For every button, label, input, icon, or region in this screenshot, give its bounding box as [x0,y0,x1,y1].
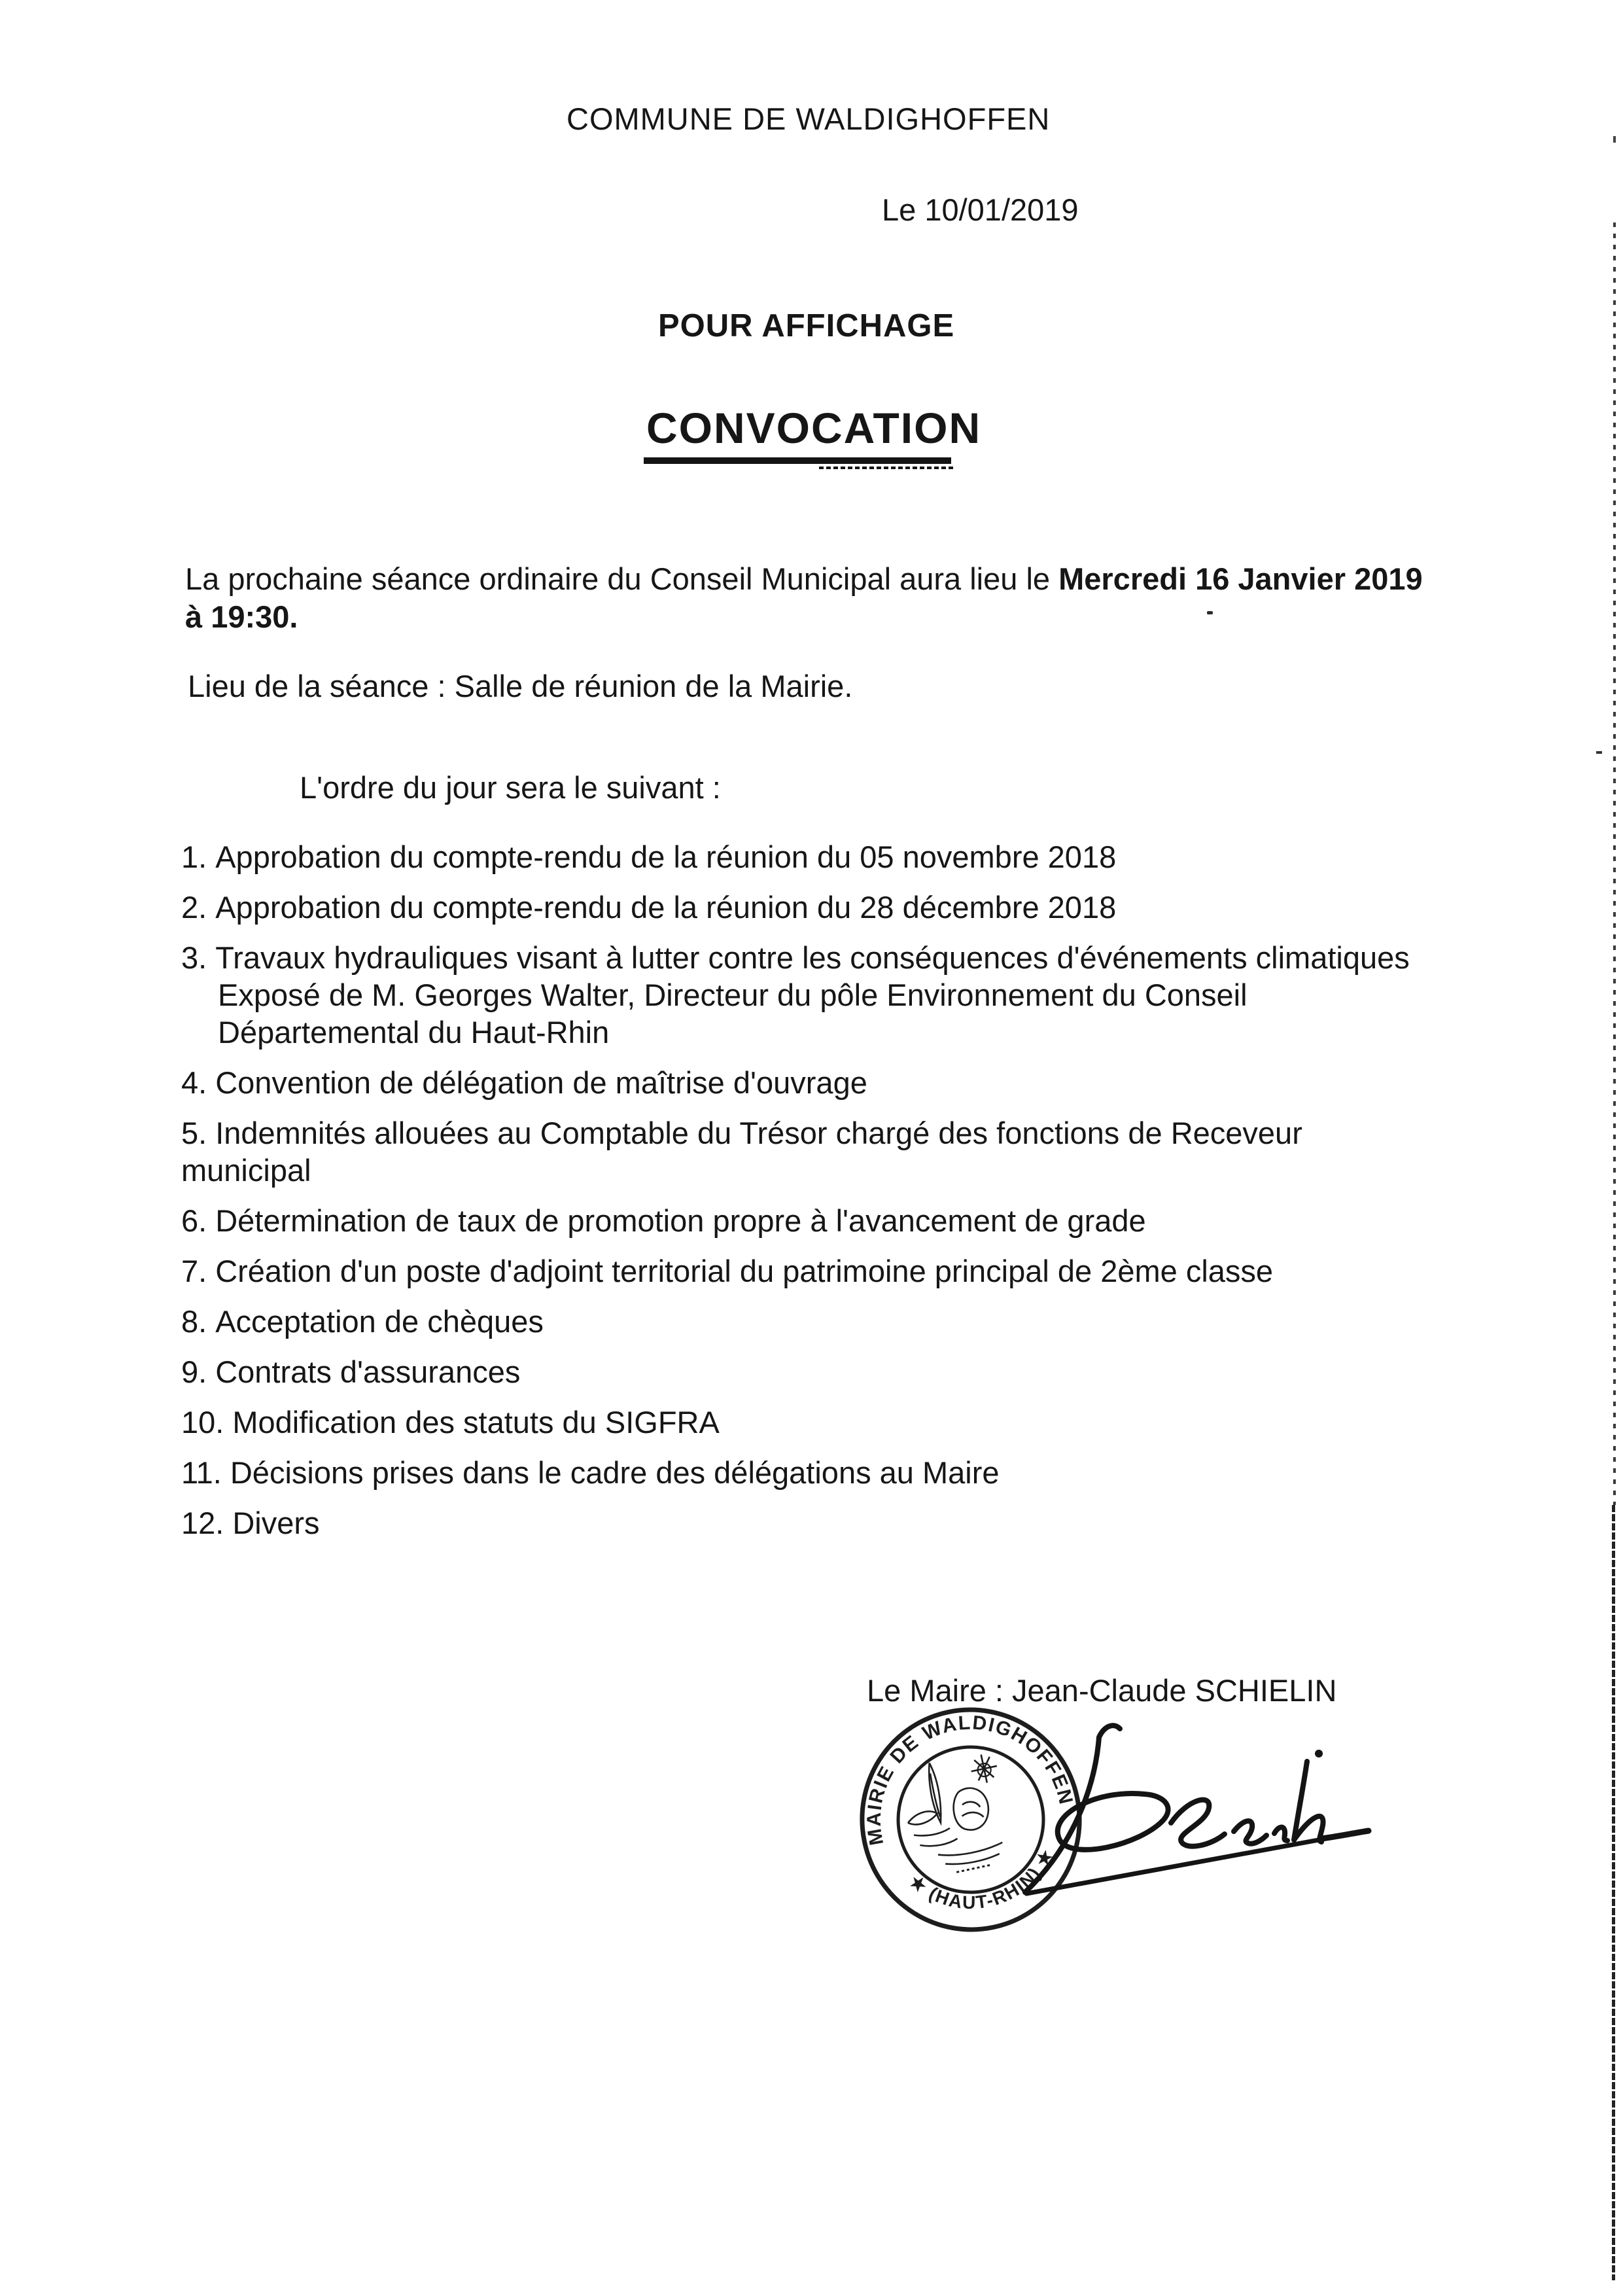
item-number: 2. [181,890,207,925]
item-text-continued: municipal [181,1153,311,1188]
item-number: 1. [181,839,207,874]
item-number: 12. [181,1506,224,1540]
item-text: Approbation du compte-rendu de la réunion du 05 novembre 2018 [215,839,1117,874]
item-text: Travaux hydrauliques visant à lutter contre les conséquences d'événements climatiques [215,940,1410,975]
stamp-emblem-icon [897,1749,1017,1880]
item-text: Approbation du compte-rendu de la réunion du 28 décembre 2018 [215,890,1117,925]
agenda-item [181,889,1410,926]
document-title: CONVOCATION [646,404,982,452]
item-text: Modification des statuts du SIGFRA [232,1405,720,1439]
item-text: Indemnités allouées au Comptable du Trésor chargé des fonctions de Receveur [215,1116,1302,1150]
agenda-item [181,838,1410,875]
item-text: Convention de délégation de maîtrise d'ouvrage [215,1065,867,1100]
scan-noise-dash [1596,751,1602,754]
stamp-arc-top-text: MAIRIE DE WALDIGHOFFEN [863,1712,1077,1847]
document-date: Le 10/01/2019 [882,192,1079,227]
agenda-item [181,1064,1410,1101]
agenda-item [181,1353,1410,1390]
scan-noise-speck [1207,611,1213,614]
scan-edge-artifact [1612,1505,1615,2280]
scan-edge-artifact [1613,222,1616,1505]
item-number: 5. [181,1116,207,1150]
item-number: 8. [181,1304,207,1339]
item-number: 6. [181,1203,207,1238]
agenda-item [181,939,1410,1051]
item-number: 11. [181,1455,222,1490]
intro-regular-text: La prochaine séance ordinaire du Conseil Municipal aura lieu le [185,561,1059,596]
intro-line-1 [185,560,1423,598]
agenda-item [181,1504,1410,1542]
item-number: 4. [181,1065,207,1100]
commune-header: COMMUNE DE WALDIGHOFFEN [567,101,1051,136]
agenda-item [181,1404,1410,1441]
agenda-list [181,838,1410,1555]
agenda-item [181,1454,1410,1491]
intro-bold-date: Mercredi 16 Janvier 2019 [1058,561,1423,596]
signature-handwriting-icon [1025,1725,1369,1894]
location-line: Lieu de la séance : Salle de réunion de la Mairie. [188,669,853,703]
item-text: Détermination de taux de promotion propre à l'avancement de grade [215,1203,1146,1238]
item-text: Création d'un poste d'adjoint territorial du patrimoine principal de 2ème classe [215,1254,1274,1288]
title-underline [644,457,951,464]
intro-paragraph [185,560,1423,636]
intro-bold-time: à 19:30. [185,599,298,634]
item-text-continued: Départemental du Haut-Rhin [218,1015,610,1050]
signer-line: Le Maire : Jean-Claude SCHIELIN [867,1673,1337,1708]
item-text-continued: Exposé de M. Georges Walter, Directeur du pôle Environnement du Conseil [218,978,1248,1012]
item-number: 3. [181,940,207,975]
item-text: Contrats d'assurances [215,1354,521,1389]
agenda-intro: L'ordre du jour sera le suivant : [300,770,721,805]
agenda-item [181,1252,1410,1290]
display-notice: POUR AFFICHAGE [658,308,955,344]
item-number: 7. [181,1254,207,1288]
svg-text:★ (HAUT-RHIN) ★ [903,1841,1066,1926]
item-number: 10. [181,1405,224,1439]
stamp-and-signature-graphic [837,1696,1426,1958]
title-underline-fragment [819,467,955,469]
agenda-item [181,1303,1410,1340]
scan-edge-artifact [1613,136,1616,143]
agenda-item [181,1202,1410,1239]
agenda-item [181,1114,1410,1189]
stamp-arc-bottom-text: ★ (HAUT-RHIN) ★ [905,1845,1058,1913]
item-text: Acceptation de chèques [215,1304,544,1339]
item-number: 9. [181,1354,207,1389]
item-text: Divers [232,1506,320,1540]
item-text: Décisions prises dans le cadre des délégations au Maire [230,1455,1000,1490]
